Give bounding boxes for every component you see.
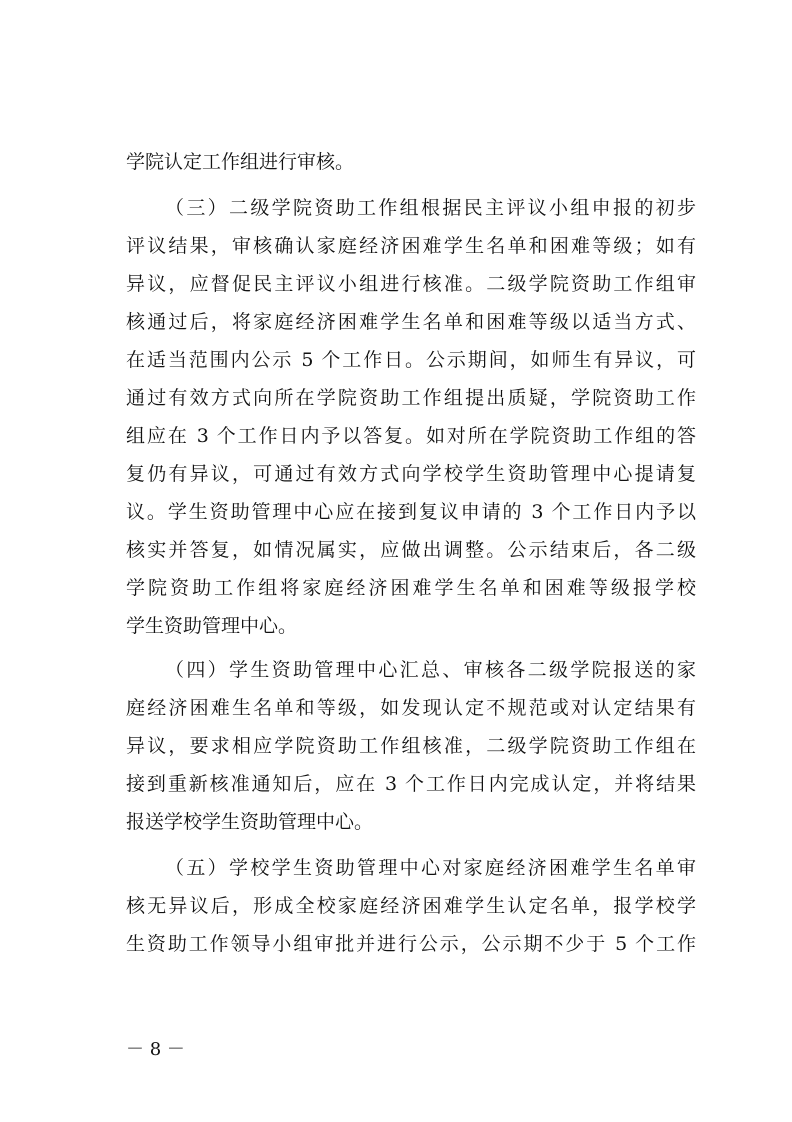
text-line-5: 核通过后，将家庭经济困难学生名单和困难等级以适当方式、 <box>126 311 696 333</box>
text-line-20: 核无异议后，形成全校家庭经济困难学生认定名单，报学校学 <box>126 895 696 917</box>
text-line-4: 异议，应督促民主评议小组进行核准。二级学院资助工作组审 <box>126 273 696 295</box>
text-line-17: 接到重新核准通知后，应在 3 个工作日内完成认定，并将结果 <box>126 773 696 795</box>
text-line-2: （三）二级学院资助工作组根据民主评议小组申报的初步 <box>165 197 696 219</box>
text-line-16: 异议，要求相应学院资助工作组核准，二级学院资助工作组在 <box>126 735 696 757</box>
text-line-21: 生资助工作领导小组审批并进行公示，公示期不少于 5 个工作 <box>126 933 696 955</box>
text-line-8: 组应在 3 个工作日内予以答复。如对所在学院资助工作组的答 <box>126 425 696 447</box>
text-line-11: 核实并答复，如情况属实，应做出调整。公示结束后，各二级 <box>126 539 696 561</box>
text-line-13: 学生资助管理中心。 <box>126 615 298 637</box>
text-line-18: 报送学校学生资助管理中心。 <box>126 811 374 833</box>
text-line-1: 学院认定工作组进行审核。 <box>126 151 355 173</box>
text-line-3: 评议结果，审核确认家庭经济困难学生名单和困难等级；如有 <box>126 235 696 257</box>
text-line-10: 议。学生资助管理中心应在接到复议申请的 3 个工作日内予以 <box>126 501 696 523</box>
text-line-6: 在适当范围内公示 5 个工作日。公示期间，如师生有异议，可 <box>126 349 696 371</box>
text-line-15: 庭经济困难生名单和等级，如发现认定不规范或对认定结果有 <box>126 697 696 719</box>
text-line-14: （四）学生资助管理中心汇总、审核各二级学院报送的家 <box>165 659 696 681</box>
page-number: － 8 － <box>126 1039 185 1060</box>
text-line-9: 复仍有异议，可通过有效方式向学校学生资助管理中心提请复 <box>126 463 696 485</box>
text-line-12: 学院资助工作组将家庭经济困难学生名单和困难等级报学校 <box>126 577 696 599</box>
text-line-19: （五）学校学生资助管理中心对家庭经济困难学生名单审 <box>165 857 696 879</box>
text-line-7: 通过有效方式向所在学院资助工作组提出质疑，学院资助工作 <box>126 387 696 409</box>
